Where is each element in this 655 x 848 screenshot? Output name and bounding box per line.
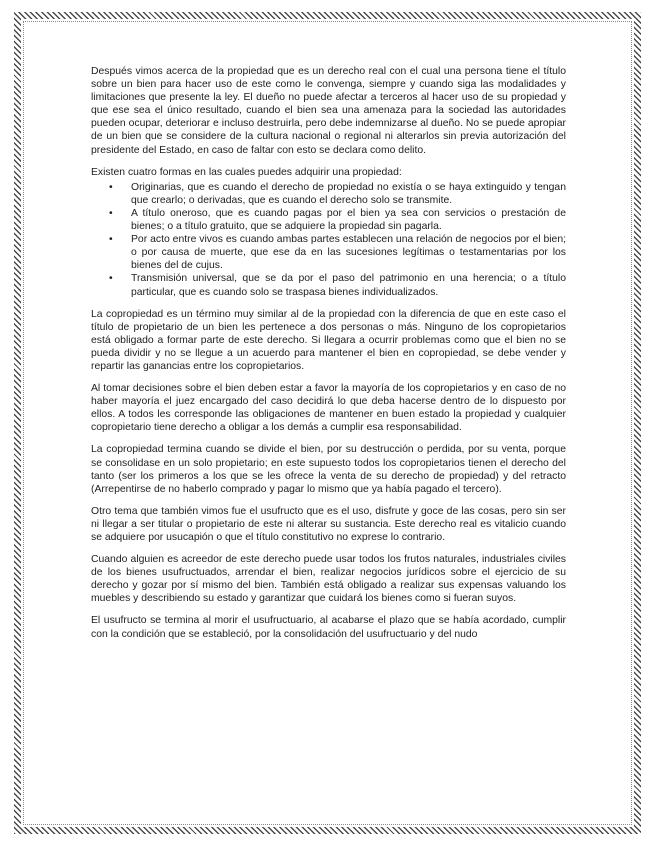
list-item-text: Transmisión universal, que se da por el paso del patrimonio en una herencia; o a título particular, que es cuando solo se traspasa bienes individualizados. <box>131 273 566 298</box>
bullet-icon: • <box>109 207 113 219</box>
bullet-icon: • <box>109 234 113 246</box>
list-item-text: Por acto entre vivos es cuando ambas partes establecen una relación de negocios por el bien; o por causa de muerte, que ese da en las sucesiones legítimas o testamentarias por los bienes del de cujus. <box>131 234 566 272</box>
paragraph-derechos-usufructo: Cuando alguien es acreedor de este derecho puede usar todos los frutos naturales, industriales civiles de los bienes usufructuados, arrendar el bien, realizar negocios jurídicos sobre el ejercicio de su derecho y gozar por sí mismo del bien. También está obligado a realizar sus expensas valuando los muebles y describiendo su estado y garantizar que cuidará los bienes como si fueran suyos. <box>91 554 566 605</box>
paragraph-terminacion-usufructo: El usufructo se termina al morir el usufructuario, al acabarse el plazo que se había acordado, cumplir con la condición que se estableció, por la consolidación del usufructuario y del nudo <box>91 615 566 640</box>
bullet-icon: • <box>109 273 113 285</box>
document-body <box>91 65 566 650</box>
list-item <box>109 233 566 272</box>
paragraph-terminacion-copropiedad: La copropiedad termina cuando se divide el bien, por su destrucción o perdida, por su venta, porque se consolidase en un solo propietario; en este supuesto todos los copropietarios tienen el derecho del tanto (ser los primeros a los que se les ofrece la venta de su derecho de propiedad) y del retracto (Arrepentirse de no haberlo comprado y pagar lo mismo que ya había pagado el tercero). <box>91 444 566 495</box>
list-item <box>109 207 566 233</box>
paragraph-copropiedad: La copropiedad es un término muy similar al de la propiedad con la diferencia de que en este caso el título de propietario de un bien les pertenece a dos personas o más. Ninguno de los copropietarios está obligado a formar parte de este derecho. Si llegara a ocurrir problemas como que el bien no se pueda dividir y no se llegue a un acuerdo para mantener el bien en copropiedad, se debe vender y repartir las ganancias entre los copropietarios. <box>91 308 566 372</box>
paragraph-usufructo: Otro tema que también vimos fue el usufructo que es el uso, disfrute y goce de las cosas, pero sin ser ni llegar a ser titular o propietario de este ni alterar su sustancia. Este derecho real es vitalicio cuando se adquiere por usucapión o que el título constitutivo no exprese lo contrario. <box>91 505 566 543</box>
list-item <box>109 272 566 298</box>
list-item-text: A título oneroso, que es cuando pagas por el bien ya sea con servicios o prestación de bienes; o a título gratuito, que se adquiere la propiedad sin pagarla. <box>131 207 566 233</box>
list-item <box>109 181 566 207</box>
bullet-icon: • <box>109 181 113 193</box>
list-item-text: Originarias, que es cuando el derecho de propiedad no existía o se haya extinguido y tengan que crearlo; o derivadas, que es cuando el derecho solo se transmite. <box>131 181 566 206</box>
paragraph-propiedad: Después vimos acerca de la propiedad que es un derecho real con el cual una persona tiene el título sobre un bien para hacer uso de este como le convenga, siempre y cuando siga las modalidades y limitaciones que presente la ley. El dueño no puede afectar a terceros al hacer uso de su propiedad y que ese sea el único resultado, cuando el bien sea una amenaza para la sociedad las autoridades pueden ocupar, deteriorar e incluso destruirla, pero debe indemnizarse al dueño. No se puede apropiar de un bien que se considere de la cultura nacional o regional ni alterarlos sin previa autorización del presidente del Estado, en caso de faltar con esto se declara como delito. <box>91 66 566 156</box>
paragraph-decisiones: Al tomar decisiones sobre el bien deben estar a favor la mayoría de los copropietarios y en caso de no haber mayoría el juez encargado del caso decidirá lo que deba hacerse dentro de lo dispuesto por ellos. A todos les corresponde las obligaciones de mantener en buen estado la propiedad y cualquier copropietario tiene derecho a obligar a los demás a cumplir esa responsabilidad. <box>91 383 566 434</box>
acquisition-forms-list <box>91 181 566 299</box>
list-intro: Existen cuatro formas en las cuales puedes adquirir una propiedad: <box>91 166 402 178</box>
